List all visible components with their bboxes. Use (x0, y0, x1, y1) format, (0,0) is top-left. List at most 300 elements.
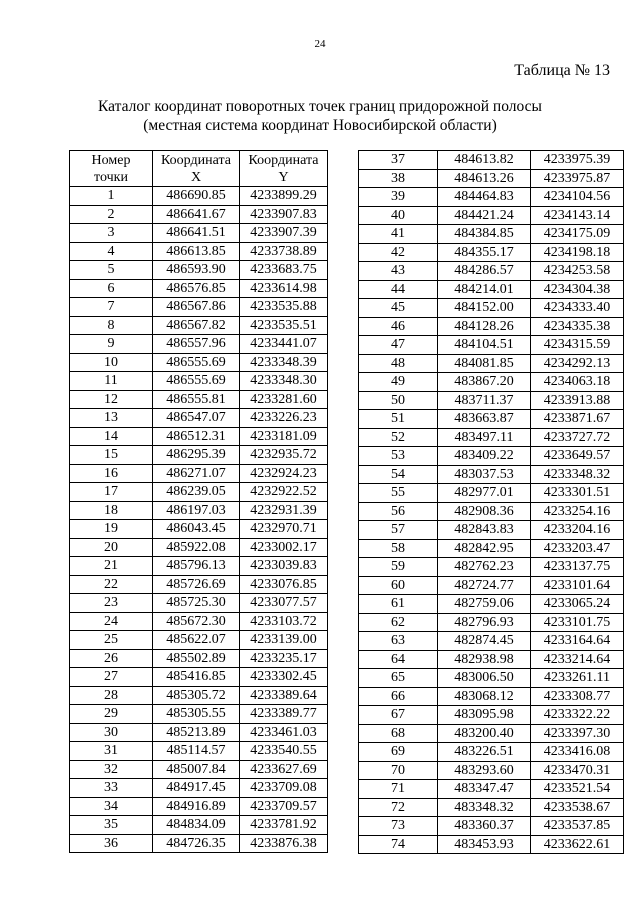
coordinate-y-cell: 4233709.57 (240, 797, 328, 816)
table-row (70, 594, 328, 613)
coordinate-y-cell: 4233101.64 (531, 576, 624, 595)
point-number-cell: 70 (359, 761, 438, 780)
point-number-cell: 73 (359, 817, 438, 836)
coordinate-y-cell: 4233214.64 (531, 650, 624, 669)
point-number-cell: 58 (359, 539, 438, 558)
point-number-cell: 25 (70, 631, 153, 650)
coordinate-x-cell: 485672.30 (153, 612, 240, 631)
point-number-cell: 50 (359, 391, 438, 410)
table-row (359, 632, 624, 651)
point-number-cell: 39 (359, 188, 438, 207)
table-row (359, 151, 624, 170)
table-row (359, 410, 624, 429)
coordinate-x-cell: 484104.51 (438, 336, 531, 355)
coordinate-y-cell: 4233540.55 (240, 742, 328, 761)
coordinate-y-cell: 4233281.60 (240, 390, 328, 409)
coordinate-x-cell: 486555.69 (153, 353, 240, 372)
coordinate-y-cell: 4233441.07 (240, 335, 328, 354)
table-row (359, 484, 624, 503)
coordinate-x-cell: 485114.57 (153, 742, 240, 761)
coordinate-y-cell: 4233348.30 (240, 372, 328, 391)
point-number-cell: 23 (70, 594, 153, 613)
table-row (359, 669, 624, 688)
table-row (359, 391, 624, 410)
coordinate-y-cell: 4232931.39 (240, 501, 328, 520)
coordinate-x-cell: 483409.22 (438, 447, 531, 466)
table-body-left (70, 187, 328, 853)
coordinate-y-cell: 4233521.54 (531, 780, 624, 799)
coordinate-y-cell: 4233308.77 (531, 687, 624, 706)
table-row (359, 798, 624, 817)
coordinate-x-cell: 483068.12 (438, 687, 531, 706)
coordinate-x-cell: 482762.23 (438, 558, 531, 577)
coordinate-x-cell: 483293.60 (438, 761, 531, 780)
coordinate-y-cell: 4233535.51 (240, 316, 328, 335)
coordinate-x-cell: 484613.82 (438, 151, 531, 170)
table-row (70, 335, 328, 354)
coordinate-x-cell: 485922.08 (153, 538, 240, 557)
point-number-cell: 4 (70, 242, 153, 261)
coordinate-x-cell: 484726.35 (153, 834, 240, 853)
table-label: Таблица № 13 (514, 62, 610, 79)
coordinate-x-cell: 482908.36 (438, 502, 531, 521)
table-row (359, 743, 624, 762)
coordinate-y-cell: 4234198.18 (531, 243, 624, 262)
coordinate-x-cell: 484128.26 (438, 317, 531, 336)
coordinate-x-cell: 486690.85 (153, 187, 240, 206)
coordinate-x-cell: 485305.55 (153, 705, 240, 724)
table-row (359, 336, 624, 355)
coordinate-x-cell: 484214.01 (438, 280, 531, 299)
coordinate-y-cell: 4233871.67 (531, 410, 624, 429)
point-number-cell: 60 (359, 576, 438, 595)
table-row (359, 373, 624, 392)
point-number-cell: 68 (359, 724, 438, 743)
table-row (70, 779, 328, 798)
table-row (70, 816, 328, 835)
point-number-cell: 11 (70, 372, 153, 391)
table-row (70, 742, 328, 761)
point-number-cell: 15 (70, 446, 153, 465)
coordinate-y-cell: 4233139.00 (240, 631, 328, 650)
table-row (359, 188, 624, 207)
table-row (359, 225, 624, 244)
coordinate-y-cell: 4233738.89 (240, 242, 328, 261)
table-row (70, 575, 328, 594)
coordinate-y-cell: 4233627.69 (240, 760, 328, 779)
coordinate-x-cell: 483497.11 (438, 428, 531, 447)
coordinate-x-cell: 485305.72 (153, 686, 240, 705)
coordinate-x-cell: 485725.30 (153, 594, 240, 613)
coordinate-x-cell: 486547.07 (153, 409, 240, 428)
table-row (70, 372, 328, 391)
point-number-cell: 61 (359, 595, 438, 614)
coordinate-y-cell: 4233622.61 (531, 835, 624, 854)
table-row (70, 520, 328, 539)
coordinate-x-cell: 482843.83 (438, 521, 531, 540)
coordinate-y-cell: 4233913.88 (531, 391, 624, 410)
point-number-cell: 57 (359, 521, 438, 540)
coordinate-x-cell: 482796.93 (438, 613, 531, 632)
coordinate-y-cell: 4233975.39 (531, 151, 624, 170)
coordinate-x-cell: 486197.03 (153, 501, 240, 520)
table-row (70, 409, 328, 428)
coordinate-y-cell: 4234333.40 (531, 299, 624, 318)
table-row (70, 446, 328, 465)
point-number-cell: 41 (359, 225, 438, 244)
coordinate-y-cell: 4233389.64 (240, 686, 328, 705)
table-row (359, 428, 624, 447)
coordinate-x-cell: 486593.90 (153, 261, 240, 280)
point-number-cell: 3 (70, 224, 153, 243)
coordinate-y-cell: 4234304.38 (531, 280, 624, 299)
coordinate-y-cell: 4232922.52 (240, 483, 328, 502)
coordinate-x-cell: 484081.85 (438, 354, 531, 373)
coordinate-y-cell: 4233649.57 (531, 447, 624, 466)
table-row (70, 427, 328, 446)
point-number-cell: 9 (70, 335, 153, 354)
point-number-cell: 72 (359, 798, 438, 817)
table-row (70, 797, 328, 816)
coordinate-x-cell: 483200.40 (438, 724, 531, 743)
coordinate-x-cell: 482977.01 (438, 484, 531, 503)
coordinate-x-cell: 482724.77 (438, 576, 531, 595)
point-number-cell: 33 (70, 779, 153, 798)
point-number-cell: 32 (70, 760, 153, 779)
coordinate-y-cell: 4233397.30 (531, 724, 624, 743)
table-row (70, 557, 328, 576)
table-row (70, 668, 328, 687)
table-row (70, 723, 328, 742)
point-number-cell: 21 (70, 557, 153, 576)
coordinate-x-cell: 486641.67 (153, 205, 240, 224)
point-number-cell: 65 (359, 669, 438, 688)
coordinate-x-cell: 485622.07 (153, 631, 240, 650)
point-number-cell: 67 (359, 706, 438, 725)
coordinate-x-cell: 486555.81 (153, 390, 240, 409)
coordinate-x-cell: 483037.53 (438, 465, 531, 484)
coordinate-x-cell: 486613.85 (153, 242, 240, 261)
table-row (70, 390, 328, 409)
coordinate-y-cell: 4233077.57 (240, 594, 328, 613)
coordinate-x-cell: 483453.93 (438, 835, 531, 854)
point-number-cell: 45 (359, 299, 438, 318)
coordinate-y-cell: 4234143.14 (531, 206, 624, 225)
table-row (359, 595, 624, 614)
coordinate-y-cell: 4234292.13 (531, 354, 624, 373)
table-row (70, 205, 328, 224)
point-number-cell: 48 (359, 354, 438, 373)
coordinate-x-cell: 486295.39 (153, 446, 240, 465)
coordinate-x-cell: 483360.37 (438, 817, 531, 836)
point-number-cell: 69 (359, 743, 438, 762)
coordinate-x-cell: 483095.98 (438, 706, 531, 725)
coordinate-x-cell: 483347.47 (438, 780, 531, 799)
table-row (359, 761, 624, 780)
coordinate-x-cell: 484384.85 (438, 225, 531, 244)
table-row (359, 206, 624, 225)
table-row (359, 317, 624, 336)
point-number-cell: 8 (70, 316, 153, 335)
coordinate-y-cell: 4233781.92 (240, 816, 328, 835)
point-number-cell: 40 (359, 206, 438, 225)
coordinate-y-cell: 4233181.09 (240, 427, 328, 446)
coordinate-y-cell: 4233261.11 (531, 669, 624, 688)
coordinate-y-cell: 4233039.83 (240, 557, 328, 576)
coordinate-y-cell: 4233975.87 (531, 169, 624, 188)
table-row (359, 280, 624, 299)
coordinate-y-cell: 4233002.17 (240, 538, 328, 557)
coordinate-y-cell: 4233235.17 (240, 649, 328, 668)
point-number-cell: 37 (359, 151, 438, 170)
coordinate-x-cell: 483006.50 (438, 669, 531, 688)
coordinate-x-cell: 484917.45 (153, 779, 240, 798)
coordinate-x-cell: 482874.45 (438, 632, 531, 651)
coordinate-x-cell: 482842.95 (438, 539, 531, 558)
coordinates-table-left (69, 150, 328, 853)
catalog-heading (0, 97, 640, 135)
coordinate-x-cell: 484834.09 (153, 816, 240, 835)
coordinate-y-cell: 4233876.38 (240, 834, 328, 853)
point-number-cell: 20 (70, 538, 153, 557)
coordinate-y-cell: 4233461.03 (240, 723, 328, 742)
coordinate-y-cell: 4234175.09 (531, 225, 624, 244)
table-row (70, 316, 328, 335)
coordinate-x-cell: 485726.69 (153, 575, 240, 594)
coordinate-x-cell: 484355.17 (438, 243, 531, 262)
coordinate-y-cell: 4233137.75 (531, 558, 624, 577)
table-row (359, 780, 624, 799)
coordinate-x-cell: 484286.57 (438, 262, 531, 281)
point-number-cell: 66 (359, 687, 438, 706)
coordinate-y-cell: 4233535.88 (240, 298, 328, 317)
table-body-right (359, 151, 624, 854)
point-number-cell: 17 (70, 483, 153, 502)
point-number-cell: 74 (359, 835, 438, 854)
coordinate-x-cell: 485007.84 (153, 760, 240, 779)
coordinate-x-cell: 486567.86 (153, 298, 240, 317)
point-number-cell: 62 (359, 613, 438, 632)
coordinate-x-cell: 486555.69 (153, 372, 240, 391)
point-number-cell: 14 (70, 427, 153, 446)
table-row (359, 558, 624, 577)
coordinate-x-cell: 483663.87 (438, 410, 531, 429)
coordinate-x-cell: 484916.89 (153, 797, 240, 816)
coordinate-y-cell: 4233538.67 (531, 798, 624, 817)
table-row (70, 242, 328, 261)
table-row (70, 483, 328, 502)
coordinate-y-cell: 4234253.58 (531, 262, 624, 281)
table-row (70, 187, 328, 206)
point-number-cell: 12 (70, 390, 153, 409)
table-row (359, 243, 624, 262)
coordinate-x-cell: 482938.98 (438, 650, 531, 669)
coordinate-y-cell: 4233709.08 (240, 779, 328, 798)
table-row (359, 539, 624, 558)
coordinate-y-cell: 4233907.39 (240, 224, 328, 243)
point-number-cell: 63 (359, 632, 438, 651)
coordinate-x-cell: 485502.89 (153, 649, 240, 668)
point-number-cell: 13 (70, 409, 153, 428)
coordinate-y-cell: 4233470.31 (531, 761, 624, 780)
point-number-cell: 5 (70, 261, 153, 280)
coordinate-y-cell: 4233254.16 (531, 502, 624, 521)
coordinate-x-cell: 486557.96 (153, 335, 240, 354)
point-number-cell: 52 (359, 428, 438, 447)
coordinate-y-cell: 4232924.23 (240, 464, 328, 483)
coordinate-y-cell: 4234104.56 (531, 188, 624, 207)
table-row (70, 464, 328, 483)
point-number-cell: 38 (359, 169, 438, 188)
point-number-cell: 7 (70, 298, 153, 317)
coordinate-x-cell: 486576.85 (153, 279, 240, 298)
coordinate-x-cell: 483226.51 (438, 743, 531, 762)
point-number-cell: 56 (359, 502, 438, 521)
coordinate-y-cell: 4233537.85 (531, 817, 624, 836)
header-coordinate-y: Координата Y (240, 151, 328, 187)
point-number-cell: 54 (359, 465, 438, 484)
table-row (70, 353, 328, 372)
point-number-cell: 24 (70, 612, 153, 631)
coordinate-y-cell: 4233683.75 (240, 261, 328, 280)
coordinate-y-cell: 4234315.59 (531, 336, 624, 355)
table-row (359, 521, 624, 540)
table-row (359, 576, 624, 595)
coordinate-y-cell: 4233348.39 (240, 353, 328, 372)
point-number-cell: 22 (70, 575, 153, 594)
point-number-cell: 71 (359, 780, 438, 799)
coordinate-y-cell: 4233907.83 (240, 205, 328, 224)
header-point-number: Номер точки (70, 151, 153, 187)
table-row (70, 261, 328, 280)
point-number-cell: 28 (70, 686, 153, 705)
point-number-cell: 53 (359, 447, 438, 466)
table-row (359, 724, 624, 743)
table-row (70, 538, 328, 557)
point-number-cell: 31 (70, 742, 153, 761)
table-row (70, 501, 328, 520)
coordinate-y-cell: 4233614.98 (240, 279, 328, 298)
table-row (359, 262, 624, 281)
point-number-cell: 29 (70, 705, 153, 724)
table-row (359, 447, 624, 466)
table-row (359, 817, 624, 836)
coordinate-y-cell: 4233348.32 (531, 465, 624, 484)
point-number-cell: 44 (359, 280, 438, 299)
table-row (359, 706, 624, 725)
coordinate-x-cell: 484152.00 (438, 299, 531, 318)
coordinate-x-cell: 484421.24 (438, 206, 531, 225)
point-number-cell: 10 (70, 353, 153, 372)
table-row (70, 649, 328, 668)
coordinate-y-cell: 4233226.23 (240, 409, 328, 428)
coordinate-x-cell: 484464.83 (438, 188, 531, 207)
table-row (359, 650, 624, 669)
coordinate-y-cell: 4233899.29 (240, 187, 328, 206)
point-number-cell: 55 (359, 484, 438, 503)
table-row (359, 835, 624, 854)
point-number-cell: 35 (70, 816, 153, 835)
coordinate-y-cell: 4233389.77 (240, 705, 328, 724)
coordinate-x-cell: 486641.51 (153, 224, 240, 243)
coordinate-y-cell: 4234063.18 (531, 373, 624, 392)
coordinate-y-cell: 4233101.75 (531, 613, 624, 632)
coordinate-y-cell: 4232970.71 (240, 520, 328, 539)
coordinate-x-cell: 485796.13 (153, 557, 240, 576)
coordinate-x-cell: 486271.07 (153, 464, 240, 483)
point-number-cell: 51 (359, 410, 438, 429)
table-row (359, 354, 624, 373)
coordinate-y-cell: 4233322.22 (531, 706, 624, 725)
table-header-row (70, 151, 328, 187)
coordinate-x-cell: 486239.05 (153, 483, 240, 502)
point-number-cell: 16 (70, 464, 153, 483)
coordinate-x-cell: 486043.45 (153, 520, 240, 539)
coordinate-x-cell: 486567.82 (153, 316, 240, 335)
table-row (359, 169, 624, 188)
table-row (359, 502, 624, 521)
coordinate-x-cell: 483348.32 (438, 798, 531, 817)
table-row (359, 299, 624, 318)
point-number-cell: 47 (359, 336, 438, 355)
coordinate-y-cell: 4233416.08 (531, 743, 624, 762)
point-number-cell: 59 (359, 558, 438, 577)
point-number-cell: 36 (70, 834, 153, 853)
coordinate-x-cell: 486512.31 (153, 427, 240, 446)
coordinate-x-cell: 482759.06 (438, 595, 531, 614)
point-number-cell: 1 (70, 187, 153, 206)
coordinate-y-cell: 4233301.51 (531, 484, 624, 503)
coordinate-y-cell: 4233302.45 (240, 668, 328, 687)
coordinate-y-cell: 4234335.38 (531, 317, 624, 336)
point-number-cell: 2 (70, 205, 153, 224)
table-row (70, 298, 328, 317)
point-number-cell: 19 (70, 520, 153, 539)
table-row (359, 613, 624, 632)
coordinate-x-cell: 485416.85 (153, 668, 240, 687)
point-number-cell: 26 (70, 649, 153, 668)
point-number-cell: 30 (70, 723, 153, 742)
table-row (70, 834, 328, 853)
table-row (359, 687, 624, 706)
point-number-cell: 49 (359, 373, 438, 392)
point-number-cell: 43 (359, 262, 438, 281)
table-row (70, 224, 328, 243)
coordinate-y-cell: 4233203.47 (531, 539, 624, 558)
coordinate-x-cell: 484613.26 (438, 169, 531, 188)
point-number-cell: 46 (359, 317, 438, 336)
coordinate-y-cell: 4232935.72 (240, 446, 328, 465)
coordinates-table-right (358, 150, 624, 854)
table-row (70, 279, 328, 298)
point-number-cell: 34 (70, 797, 153, 816)
coordinate-x-cell: 485213.89 (153, 723, 240, 742)
heading-line-2: (местная система координат Новосибирской области) (143, 117, 497, 134)
table-row (70, 631, 328, 650)
coordinate-y-cell: 4233065.24 (531, 595, 624, 614)
page-number: 24 (314, 38, 326, 50)
coordinate-y-cell: 4233204.16 (531, 521, 624, 540)
point-number-cell: 6 (70, 279, 153, 298)
point-number-cell: 27 (70, 668, 153, 687)
point-number-cell: 42 (359, 243, 438, 262)
table-row (70, 705, 328, 724)
coordinate-x-cell: 483711.37 (438, 391, 531, 410)
coordinate-y-cell: 4233164.64 (531, 632, 624, 651)
coordinate-y-cell: 4233076.85 (240, 575, 328, 594)
header-coordinate-x: Координата X (153, 151, 240, 187)
point-number-cell: 18 (70, 501, 153, 520)
